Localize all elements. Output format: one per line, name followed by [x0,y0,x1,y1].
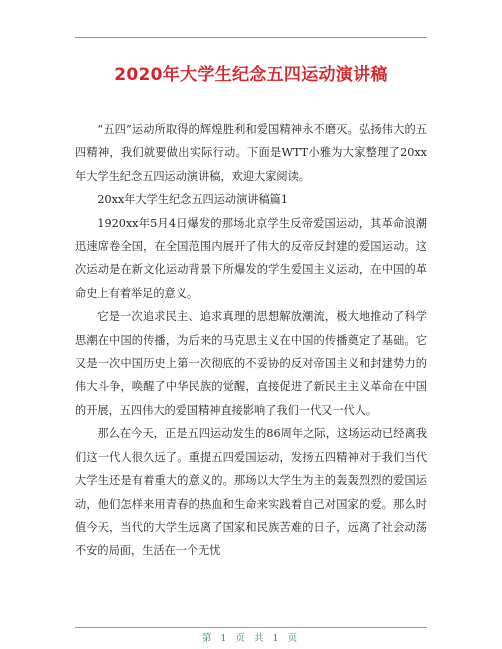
paragraph-heading: 20xx年大学生纪念五四运动演讲稿篇1 [97,193,288,207]
header-rule [75,37,427,38]
page-footer: 第 1 页 共 1 页 [201,633,301,644]
paragraph-2: 它是一次追求民主、追求真理的思想解放潮流，极大地推动了科学思潮在中国的传播，为后来的马克思主义在中国的传播奠定了基础。它又是一次中国历史上第一次彻底的不妥协的反对帝国主义和封建势力的伟大斗争，唤醒了中华民族的觉醒，直接促进了新民主主义革命在中国的开展，五四伟大的爱国精神直接影响了我们一代又一代人。 [75,310,427,417]
document-title: 2020年大学生纪念五四运动演讲稿 [114,65,388,85]
paragraph-1: 1920xx年5月4日爆发的那场北京学生反帝爱国运动，其革命浪潮迅速席卷全国，在全国范围内展开了伟大的反帝反封建的爱国运动。这次运动是在新文化运动背景下所爆发的学生爱国主义运动，在中国的革命史上有着举足的意义。 [75,216,427,300]
document-body [75,118,427,563]
paragraph-intro: “五四”运动所取得的辉煌胜利和爱国精神永不磨灭。弘扬伟大的五四精神，我们就要做出实际行动。下面是WTT小雅为大家整理了20xx年大学生纪念五四运动演讲稿，欢迎大家阅读。 [75,123,427,183]
footer-rule [75,627,427,628]
paragraph-3: 那么在今天，正是五四运动发生的86周年之际，这场运动已经离我们这一代人很久远了。重提五四爱国运动，发扬五四精神对于我们当代大学生还是有着重大的意义的。那场以大学生为主的轰轰烈烈的爱国运动，他们怎样来用青春的热血和生命来实践着自己对国家的爱。那么时值今天，当代的大学生远离了国家和民族苦难的日子，远离了社会动荡不安的局面，生活在一个无忧 [75,427,427,558]
